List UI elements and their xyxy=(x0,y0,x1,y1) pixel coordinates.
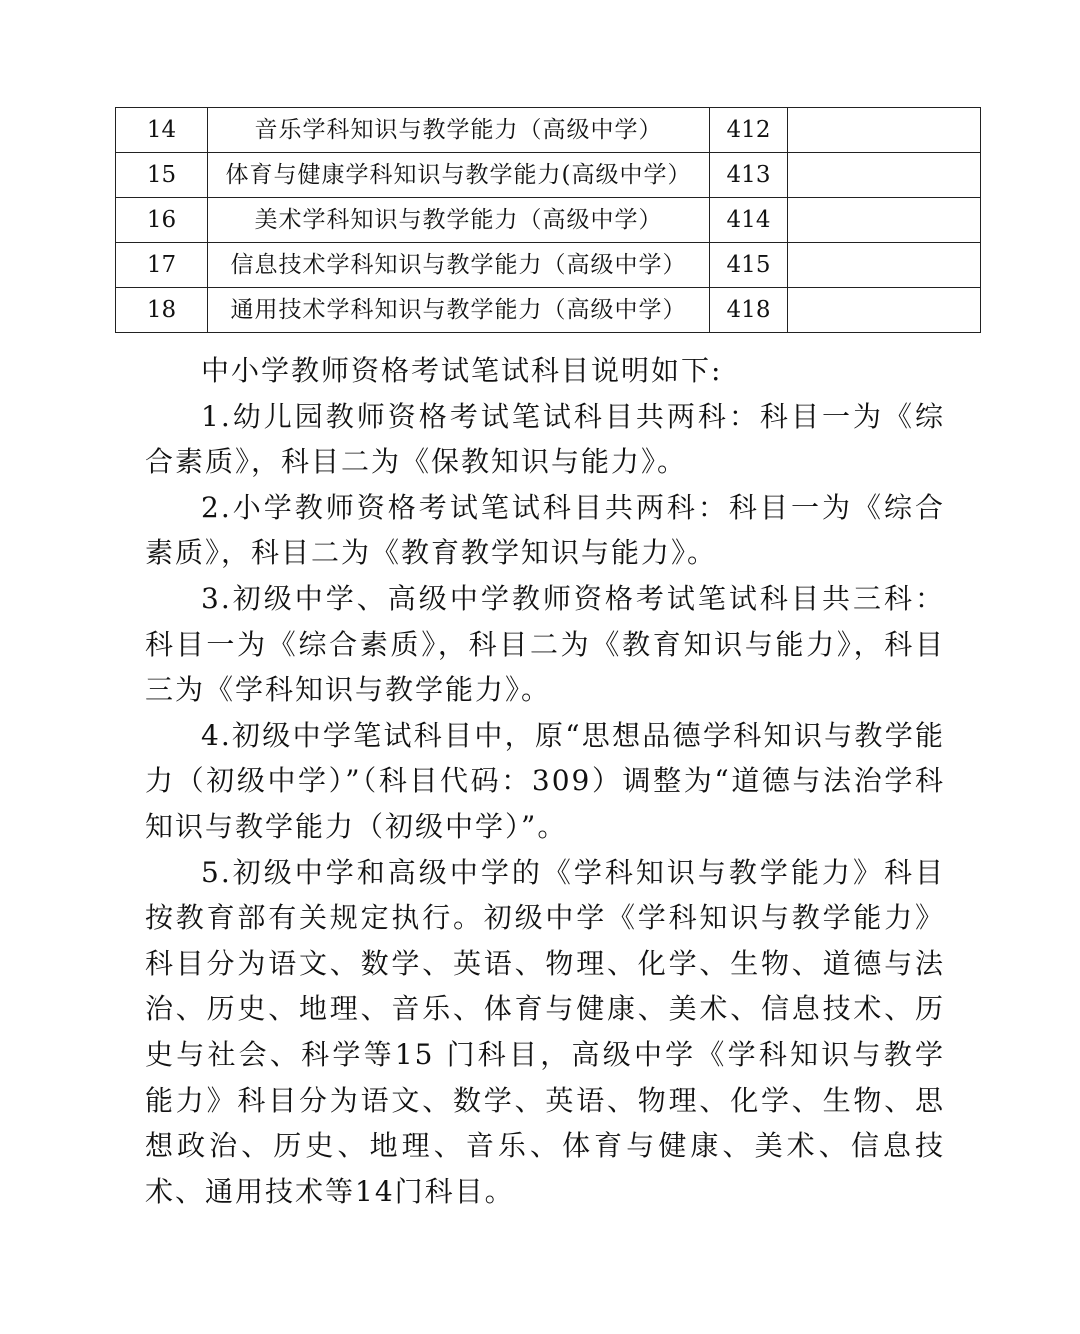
remark-cell xyxy=(788,153,981,198)
subjects-table xyxy=(115,107,981,333)
explanation-paragraph: 3.初级中学、高级中学教师资格考试笔试科目共三科：科目一为《综合素质》，科目二为《教育知识与能力》，科目三为《学科知识与教学能力》。 xyxy=(145,581,945,707)
remark-cell xyxy=(788,288,981,333)
row-number: 16 xyxy=(116,198,208,243)
remark-cell xyxy=(788,198,981,243)
subject-name: 体育与健康学科知识与教学能力(高级中学） xyxy=(208,153,710,198)
explanation-paragraph: 5.初级中学和高级中学的《学科知识与教学能力》科目按教育部有关规定执行。初级中学《学科知识与教学能力》科目分为语文、数学、英语、物理、化学、生物、道德与法治、历史、地理、音乐、体育与健康、美术、信息技术、历史与社会、科学等15 门科目，高级中学《学科知识与教学能力》科目分为语文、数学、英语、物理、化学、生物、思想政治、历史、地理、音乐、体育与健康、美术、信息技术、通用技术等14门科目。 xyxy=(145,855,945,1208)
subject-name: 美术学科知识与教学能力（高级中学） xyxy=(208,198,710,243)
subject-code: 418 xyxy=(710,288,788,333)
explanation-paragraph: 4.初级中学笔试科目中，原“思想品德学科知识与教学能力（初级中学）”（科目代码：309）调整为“道德与法治学科知识与教学能力（初级中学）”。 xyxy=(145,718,945,843)
table-row xyxy=(116,153,981,198)
table-row xyxy=(116,288,981,333)
remark-cell xyxy=(788,108,981,153)
table-row xyxy=(116,108,981,153)
explanation-paragraph: 1.幼儿园教师资格考试笔试科目共两科：科目一为《综合素质》，科目二为《保教知识与能力》。 xyxy=(145,399,945,479)
explanation-heading: 中小学教师资格考试笔试科目说明如下: xyxy=(201,354,723,387)
row-number: 17 xyxy=(116,243,208,288)
subject-code: 415 xyxy=(710,243,788,288)
subject-name: 信息技术学科知识与教学能力（高级中学） xyxy=(208,243,710,288)
subject-code: 413 xyxy=(710,153,788,198)
row-number: 15 xyxy=(116,153,208,198)
table-row xyxy=(116,198,981,243)
explanation-section xyxy=(145,348,945,1214)
subject-name: 音乐学科知识与教学能力（高级中学） xyxy=(208,108,710,153)
remark-cell xyxy=(788,243,981,288)
explanation-paragraph: 2.小学教师资格考试笔试科目共两科：科目一为《综合素质》，科目二为《教育教学知识与能力》。 xyxy=(145,490,945,570)
subject-code: 412 xyxy=(710,108,788,153)
subject-code: 414 xyxy=(710,198,788,243)
table-row xyxy=(116,243,981,288)
row-number: 14 xyxy=(116,108,208,153)
row-number: 18 xyxy=(116,288,208,333)
subject-name: 通用技术学科知识与教学能力（高级中学） xyxy=(208,288,710,333)
